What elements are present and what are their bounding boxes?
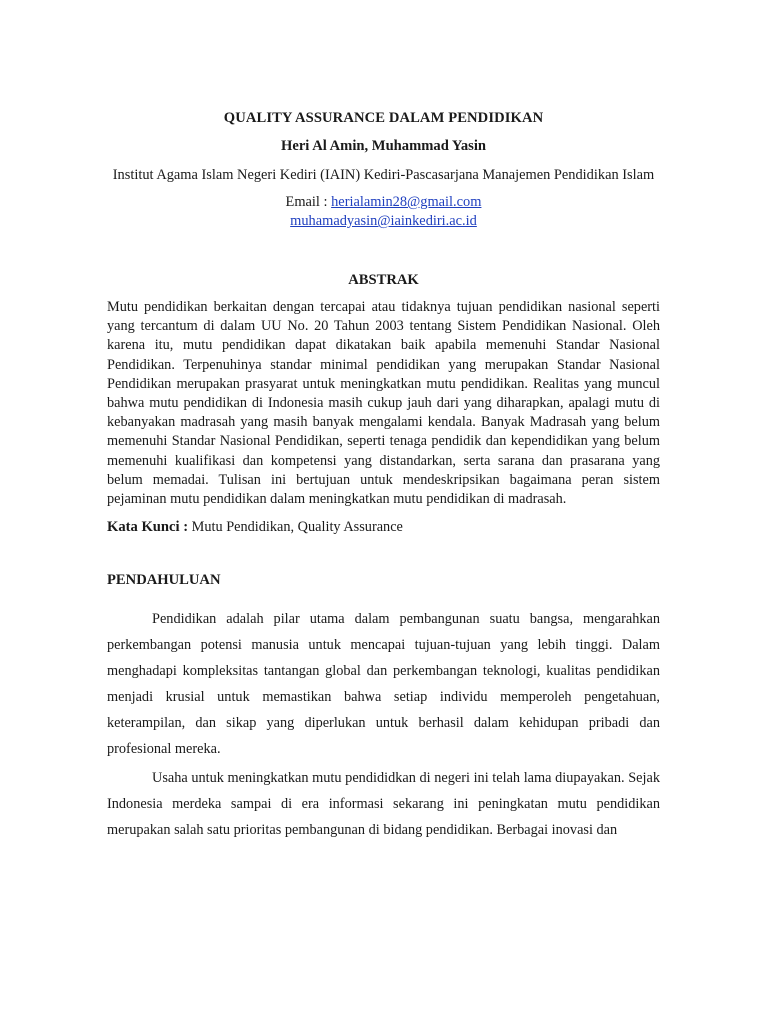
paper-authors: Heri Al Amin, Muhammad Yasin xyxy=(280,138,486,154)
email-label: Email : xyxy=(285,194,332,210)
abstract-heading: ABSTRAK xyxy=(348,272,419,288)
keywords-value: Mutu Pendidikan, Quality Assurance xyxy=(188,519,403,536)
email-link-2[interactable]: muhamadyasin@iainkediri.ac.id xyxy=(290,213,477,229)
keywords-line xyxy=(107,517,660,537)
author-affiliation: Institut Agama Islam Negeri Kediri (IAIN) Kediri-Pascasarjana Manajemen Pendidikan Islam xyxy=(112,167,655,183)
introduction-paragraph-2: Usaha untuk meningkatkan mutu pendididkan di negeri ini telah lama diupayakan. Sejak Indonesia merdeka sampai di era informasi sekarang ini peningkatan mutu pendidikan merupakan salah satu prioritas pembangunan di bidang pendidikan. Berbagai inovasi dan xyxy=(107,770,660,839)
paper-page xyxy=(107,108,660,843)
paper-title: QUALITY ASSURANCE DALAM PENDIDIKAN xyxy=(223,110,544,126)
introduction-heading: PENDAHULUAN xyxy=(107,572,221,589)
introduction-paragraph-1: Pendidikan adalah pilar utama dalam pembangunan suatu bangsa, mengarahkan perkembangan potensi manusia untuk mencapai tujuan-tujuan yang lebih tinggi. Dalam menghadapi kompleksitas tantangan global dan perkembangan teknologi, kualitas pendidikan menjadi krusial untuk memastikan bahwa setiap individu memperoleh pengetahuan, keterampilan, dan sikap yang diperlukan untuk berhasil dalam kehidupan pribadi dan profesional mereka. xyxy=(107,611,660,758)
keywords-label: Kata Kunci : xyxy=(107,519,189,536)
email-link-1[interactable]: herialamin28@gmail.com xyxy=(331,194,482,210)
abstract-text: Mutu pendidikan berkaitan dengan tercapai atau tidaknya tujuan pendidikan nasional seperti yang tercantum di dalam UU No. 20 Tahun 2003 tentang Sistem Pendidikan Nasional. Oleh karena itu, mutu pendidikan dapat dikatakan baik apabila memenuhi Standar Nasional Pendidikan. Terpenuhinya standar minimal pendidikan yang merupakan Standar Nasional Pendidikan merupakan prasyarat untuk meningkatkan mutu pendidikan. Realitas yang muncul bahwa mutu pendidikan di Indonesia masih cukup jauh dari yang diharapkan, apalagi mutu di kebanyakan madrasah yang masih banyak mengalami kendala. Banyak Madrasah yang belum memenuhi Standar Nasional Pendidikan, seperti tenaga pendidik dan kependidikan yang belum memenuhi kualifikasi dan kompetensi yang distandarkan, serta sarana dan prasarana yang belum memadai. Tulisan ini bertujuan untuk mendeskripsikan bagaimana peran sistem pejaminan mutu pendidikan dalam meningkatkan mutu pendidikan di madrasah. xyxy=(107,299,660,508)
email-block xyxy=(107,193,660,231)
